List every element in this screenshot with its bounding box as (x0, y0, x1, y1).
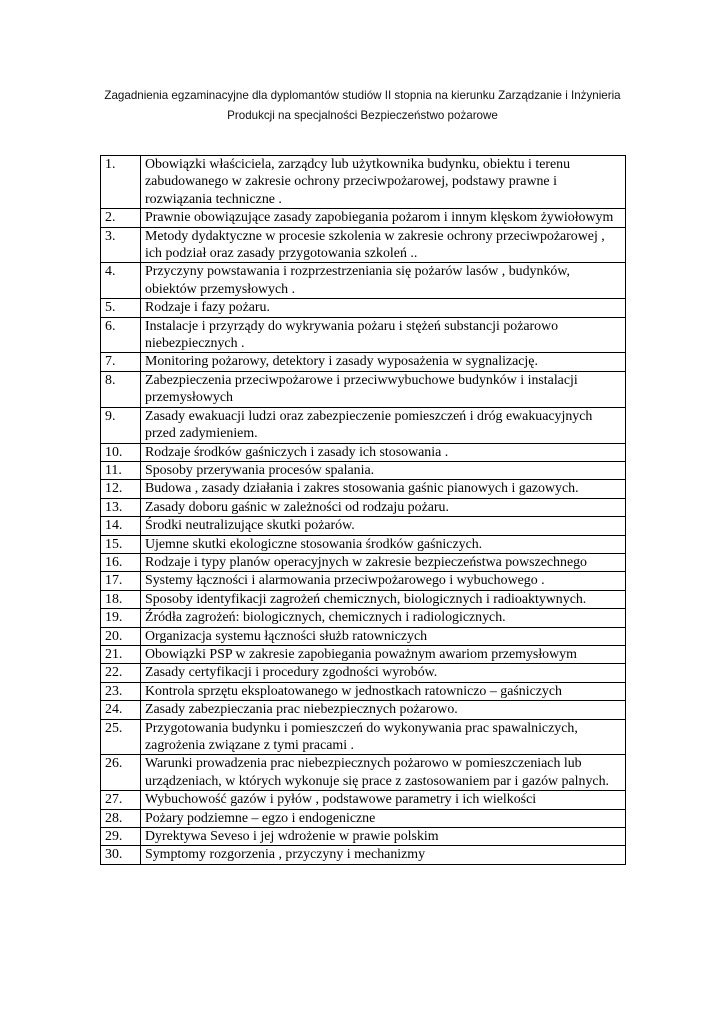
table-row (101, 701, 626, 719)
topic-number: 1. (101, 156, 141, 209)
table-row (101, 682, 626, 700)
topic-number: 15. (101, 535, 141, 553)
topic-number: 23. (101, 682, 141, 700)
topic-text: Rodzaje środków gaśniczych i zasady ich stosowania . (141, 443, 626, 461)
topic-text: Sposoby identyfikacji zagrożeń chemicznych, biologicznych i radioaktywnych. (141, 590, 626, 608)
page-title-line-2: Produkcji na specjalności Bezpieczeństwo pożarowe (227, 109, 498, 122)
topic-number: 14. (101, 517, 141, 535)
topic-number: 24. (101, 701, 141, 719)
table-row (101, 209, 626, 227)
topic-text: Prawnie obowiązujące zasady zapobiegania pożarom i innym klęskom żywiołowym (141, 209, 626, 227)
topic-number: 29. (101, 828, 141, 846)
topic-text: Źródła zagrożeń: biologicznych, chemicznych i radiologicznych. (141, 609, 626, 627)
topic-number: 10. (101, 443, 141, 461)
table-row (101, 227, 626, 263)
topic-number: 9. (101, 407, 141, 443)
topic-number: 7. (101, 353, 141, 371)
topic-text: Organizacja systemu łączności służb ratowniczych (141, 627, 626, 645)
topic-number: 2. (101, 209, 141, 227)
topic-number: 25. (101, 719, 141, 755)
topic-text: Rodzaje i fazy pożaru. (141, 299, 626, 317)
exam-topics-table (100, 155, 626, 865)
topic-number: 22. (101, 664, 141, 682)
table-row (101, 535, 626, 553)
topic-text: Symptomy rozgorzenia , przyczyny i mechanizmy (141, 846, 626, 864)
topic-text: Przygotowania budynku i pomieszczeń do wykonywania prac spawalniczych, zagrożenia związane z tymi pracami . (141, 719, 626, 755)
topic-text: Metody dydaktyczne w procesie szkolenia w zakresie ochrony przeciwpożarowej , ich podział oraz zasady przygotowania szkoleń .. (141, 227, 626, 263)
topic-number: 18. (101, 590, 141, 608)
topic-number: 20. (101, 627, 141, 645)
table-row (101, 572, 626, 590)
table-row (101, 809, 626, 827)
table-row (101, 371, 626, 407)
topic-text: Pożary podziemne – egzo i endogeniczne (141, 809, 626, 827)
topic-number: 3. (101, 227, 141, 263)
table-row (101, 263, 626, 299)
topic-number: 11. (101, 461, 141, 479)
topic-text: Obowiązki PSP w zakresie zapobiegania poważnym awariom przemysłowym (141, 645, 626, 663)
topic-text: Zasady zabezpieczania prac niebezpiecznych pożarowo. (141, 701, 626, 719)
topic-text: Wybuchowość gazów i pyłów , podstawowe parametry i ich wielkości (141, 791, 626, 809)
table-row (101, 407, 626, 443)
table-row (101, 627, 626, 645)
topic-text: Monitoring pożarowy, detektory i zasady wyposażenia w sygnalizację. (141, 353, 626, 371)
topic-text: Budowa , zasady działania i zakres stosowania gaśnic pianowych i gazowych. (141, 480, 626, 498)
table-row (101, 498, 626, 516)
topic-number: 19. (101, 609, 141, 627)
page-title-line-1: Zagadnienia egzaminacyjne dla dyplomantów studiów II stopnia na kierunku Zarządzanie i Inżynieria (104, 89, 621, 102)
topic-number: 6. (101, 317, 141, 353)
table-row (101, 299, 626, 317)
topic-text: Przyczyny powstawania i rozprzestrzeniania się pożarów lasów , budynków, obiektów przemysłowych . (141, 263, 626, 299)
page-title (60, 86, 665, 126)
table-row (101, 755, 626, 791)
topic-text: Sposoby przerywania procesów spalania. (141, 461, 626, 479)
exam-topics-body (101, 156, 626, 865)
table-row (101, 719, 626, 755)
topic-text: Środki neutralizujące skutki pożarów. (141, 517, 626, 535)
topic-text: Kontrola sprzętu eksploatowanego w jednostkach ratowniczo – gaśniczych (141, 682, 626, 700)
topic-number: 12. (101, 480, 141, 498)
topic-number: 5. (101, 299, 141, 317)
table-row (101, 443, 626, 461)
topic-text: Zasady ewakuacji ludzi oraz zabezpieczenie pomieszczeń i dróg ewakuacyjnych przed zadymieniem. (141, 407, 626, 443)
table-row (101, 156, 626, 209)
topic-text: Zasady doboru gaśnic w zależności od rodzaju pożaru. (141, 498, 626, 516)
table-row (101, 461, 626, 479)
topic-number: 17. (101, 572, 141, 590)
topic-text: Systemy łączności i alarmowania przeciwpożarowego i wybuchowego . (141, 572, 626, 590)
table-row (101, 517, 626, 535)
topic-text: Obowiązki właściciela, zarządcy lub użytkownika budynku, obiektu i terenu zabudowanego w zakresie ochrony przeciwpożarowej, podstawy prawne i rozwiązania techniczne . (141, 156, 626, 209)
topic-number: 21. (101, 645, 141, 663)
topic-number: 30. (101, 846, 141, 864)
table-row (101, 664, 626, 682)
table-row (101, 590, 626, 608)
table-row (101, 645, 626, 663)
table-row (101, 609, 626, 627)
topic-text: Ujemne skutki ekologiczne stosowania środków gaśniczych. (141, 535, 626, 553)
table-row (101, 480, 626, 498)
table-row (101, 828, 626, 846)
table-row (101, 846, 626, 864)
topic-text: Dyrektywa Seveso i jej wdrożenie w prawie polskim (141, 828, 626, 846)
topic-number: 13. (101, 498, 141, 516)
topic-text: Zasady certyfikacji i procedury zgodności wyrobów. (141, 664, 626, 682)
topic-number: 16. (101, 553, 141, 571)
table-row (101, 353, 626, 371)
topic-text: Rodzaje i typy planów operacyjnych w zakresie bezpieczeństwa powszechnego (141, 553, 626, 571)
topic-number: 26. (101, 755, 141, 791)
topic-text: Instalacje i przyrządy do wykrywania pożaru i stężeń substancji pożarowo niebezpiecznych . (141, 317, 626, 353)
topic-number: 27. (101, 791, 141, 809)
topic-text: Warunki prowadzenia prac niebezpiecznych pożarowo w pomieszczeniach lub urządzeniach, w których wykonuje się prace z zastosowaniem par i gazów palnych. (141, 755, 626, 791)
topic-text: Zabezpieczenia przeciwpożarowe i przeciwwybuchowe budynków i instalacji przemysłowych (141, 371, 626, 407)
table-row (101, 317, 626, 353)
table-row (101, 791, 626, 809)
topic-number: 4. (101, 263, 141, 299)
table-row (101, 553, 626, 571)
topic-number: 28. (101, 809, 141, 827)
topic-number: 8. (101, 371, 141, 407)
